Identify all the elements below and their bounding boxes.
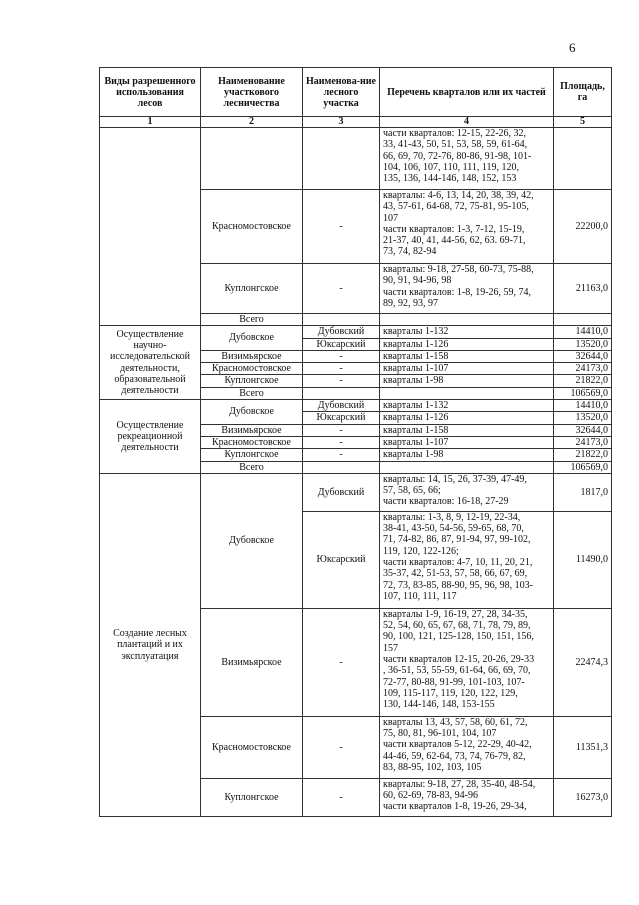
total-label: Всего bbox=[201, 461, 303, 473]
quarters-cell: кварталы 1-132 bbox=[380, 326, 554, 338]
area-cell bbox=[554, 314, 612, 326]
forest-use-table bbox=[99, 67, 612, 817]
table-row bbox=[100, 400, 612, 412]
forestry-cell: Куплонгское bbox=[201, 375, 303, 387]
plot-cell: - bbox=[303, 716, 380, 778]
plot-cell: - bbox=[303, 608, 380, 716]
column-number: 1 bbox=[100, 117, 201, 128]
header-forest-plot: Наименова-ние лесного участка bbox=[303, 68, 380, 117]
column-number: 4 bbox=[380, 117, 554, 128]
plot-cell: Юксарский bbox=[303, 511, 380, 608]
column-number: 3 bbox=[303, 117, 380, 128]
plot-cell: Дубовский bbox=[303, 473, 380, 511]
forestry-cell bbox=[201, 128, 303, 190]
quarters-cell: кварталы 13, 43, 57, 58, 60, 61, 72, 75, 80, 81, 96-101, 104, 107 части кварталов 5-12, 22-29, 40-42, 44-46, 59, 62-64, 73, 74, 76-79, 82, 83, 88-95, 102, 103, 105 bbox=[380, 716, 554, 778]
area-cell: 16273,0 bbox=[554, 778, 612, 816]
area-cell: 32644,0 bbox=[554, 350, 612, 362]
area-cell: 22200,0 bbox=[554, 190, 612, 264]
area-cell: 14410,0 bbox=[554, 326, 612, 338]
forestry-cell: Куплонгское bbox=[201, 449, 303, 461]
total-label: Всего bbox=[201, 314, 303, 326]
plot-cell bbox=[303, 314, 380, 326]
area-cell: 32644,0 bbox=[554, 424, 612, 436]
forestry-cell: Дубовское bbox=[201, 473, 303, 608]
plot-cell: - bbox=[303, 449, 380, 461]
quarters-cell: кварталы 1-107 bbox=[380, 363, 554, 375]
forestry-cell: Красномостовское bbox=[201, 190, 303, 264]
plot-cell: Дубовский bbox=[303, 326, 380, 338]
quarters-cell: кварталы 1-98 bbox=[380, 449, 554, 461]
total-label: Всего bbox=[201, 387, 303, 399]
forestry-cell: Визимьярское bbox=[201, 350, 303, 362]
quarters-cell: кварталы 1-9, 16-19, 27, 28, 34-35, 52, 54, 60, 65, 67, 68, 71, 78, 79, 89, 90, 100, 121, 125-128, 150, 151, 156, 157 части кварталов 12-15, 20-26, 29-33 , 36-51, 53, 55-59, 61-64, 66, 69, 70, 72-77, 80-88, 91-99, 101-103, 107- 109, 115-117, 119, 120, 122, 129, 130, 144-146, 148, 153-155 bbox=[380, 608, 554, 716]
forestry-cell: Красномостовское bbox=[201, 363, 303, 375]
area-cell: 106569,0 bbox=[554, 461, 612, 473]
forestry-cell: Визимьярское bbox=[201, 608, 303, 716]
quarters-cell: кварталы 1-126 bbox=[380, 338, 554, 350]
area-cell: 22474,3 bbox=[554, 608, 612, 716]
plot-cell: - bbox=[303, 350, 380, 362]
area-cell: 106569,0 bbox=[554, 387, 612, 399]
header-area: Площадь, га bbox=[554, 68, 612, 117]
area-cell: 24173,0 bbox=[554, 363, 612, 375]
area-cell: 24173,0 bbox=[554, 436, 612, 448]
quarters-cell: кварталы 1-107 bbox=[380, 436, 554, 448]
quarters-cell: кварталы 1-158 bbox=[380, 350, 554, 362]
quarters-cell: кварталы 1-158 bbox=[380, 424, 554, 436]
header-quarters: Перечень кварталов или их частей bbox=[380, 68, 554, 117]
plot-cell: Юксарский bbox=[303, 412, 380, 424]
header-use-type: Виды разрешенного использования лесов bbox=[100, 68, 201, 117]
quarters-cell bbox=[380, 461, 554, 473]
plot-cell: - bbox=[303, 436, 380, 448]
area-cell: 21163,0 bbox=[554, 264, 612, 314]
quarters-cell: кварталы: 14, 15, 26, 37-39, 47-49, 57, 58, 65, 66; части кварталов: 16-18, 27-29 bbox=[380, 473, 554, 511]
use-type-cell: Осуществление научно-исследовательской деятельности, образовательной деятельности bbox=[100, 326, 201, 400]
quarters-cell: кварталы: 9-18, 27, 28, 35-40, 48-54, 60, 62-69, 78-83, 94-96 части кварталов 1-8, 19-26, 29-34, bbox=[380, 778, 554, 816]
forestry-cell: Дубовское bbox=[201, 400, 303, 425]
plot-cell: - bbox=[303, 375, 380, 387]
quarters-cell: кварталы: 9-18, 27-58, 60-73, 75-88, 90, 91, 94-96, 98 части кварталов: 1-8, 19-26, 59, 74, 89, 92, 93, 97 bbox=[380, 264, 554, 314]
area-cell: 13520,0 bbox=[554, 412, 612, 424]
plot-cell: Дубовский bbox=[303, 400, 380, 412]
page-number: 6 bbox=[569, 40, 576, 55]
plot-cell: - bbox=[303, 778, 380, 816]
plot-cell: - bbox=[303, 190, 380, 264]
area-cell: 11490,0 bbox=[554, 511, 612, 608]
forestry-cell: Дубовское bbox=[201, 326, 303, 351]
forestry-cell: Куплонгское bbox=[201, 264, 303, 314]
quarters-cell bbox=[380, 314, 554, 326]
quarters-cell: кварталы: 4-6, 13, 14, 20, 38, 39, 42, 43, 57-61, 64-68, 72, 75-81, 95-105, 107 части кварталов: 1-3, 7-12, 15-19, 21-37, 40, 41, 44-56, 62, 63. 69-71, 73, 74, 82-94 bbox=[380, 190, 554, 264]
area-cell: 11351,3 bbox=[554, 716, 612, 778]
column-number: 5 bbox=[554, 117, 612, 128]
area-cell bbox=[554, 128, 612, 190]
area-cell: 21822,0 bbox=[554, 375, 612, 387]
table-row bbox=[100, 128, 612, 190]
plot-cell bbox=[303, 461, 380, 473]
plot-cell bbox=[303, 387, 380, 399]
area-cell: 13520,0 bbox=[554, 338, 612, 350]
quarters-cell: кварталы: 1-3, 8, 9, 12-19, 22-34, 38-41, 43-50, 54-56, 59-65, 68, 70, 71, 74-82, 86, 87, 91-94, 97, 99-102, 119, 120, 122-126; части кварталов: 4-7, 10, 11, 20, 21, 35-37, 42, 51-53, 57, 58, 66, 67, 69, 72, 73, 83-85, 88-90, 95, 96, 98, 103- 107, 110, 111, 117 bbox=[380, 511, 554, 608]
table-header-row bbox=[100, 68, 612, 117]
use-type-cell: Осуществление рекреационной деятельности bbox=[100, 400, 201, 474]
plot-cell: - bbox=[303, 264, 380, 314]
quarters-cell: кварталы 1-126 bbox=[380, 412, 554, 424]
plot-cell: Юксарский bbox=[303, 338, 380, 350]
use-type-cell: Создание лесных плантаций и их эксплуатация bbox=[100, 473, 201, 816]
plot-cell: - bbox=[303, 363, 380, 375]
quarters-cell: кварталы 1-98 bbox=[380, 375, 554, 387]
plot-cell bbox=[303, 128, 380, 190]
forestry-cell: Куплонгское bbox=[201, 778, 303, 816]
plot-cell: - bbox=[303, 424, 380, 436]
table-row bbox=[100, 473, 612, 511]
table-row bbox=[100, 326, 612, 338]
area-cell: 21822,0 bbox=[554, 449, 612, 461]
quarters-cell bbox=[380, 387, 554, 399]
forestry-cell: Визимьярское bbox=[201, 424, 303, 436]
column-number: 2 bbox=[201, 117, 303, 128]
use-type-cell bbox=[100, 128, 201, 326]
area-cell: 14410,0 bbox=[554, 400, 612, 412]
header-forestry: Наименование участкового лесничества bbox=[201, 68, 303, 117]
area-cell: 1817,0 bbox=[554, 473, 612, 511]
column-numbers-row bbox=[100, 117, 612, 128]
quarters-cell: кварталы 1-132 bbox=[380, 400, 554, 412]
quarters-cell: части кварталов: 12-15, 22-26, 32, 33, 41-43, 50, 51, 53, 58, 59, 61-64, 66, 69, 70, 72-76, 80-86, 91-98, 101- 104, 106, 107, 110, 111, 119, 120, 135, 136, 144-146, 148, 152, 153 bbox=[380, 128, 554, 190]
forestry-cell: Красномостовское bbox=[201, 436, 303, 448]
forestry-cell: Красномостовское bbox=[201, 716, 303, 778]
